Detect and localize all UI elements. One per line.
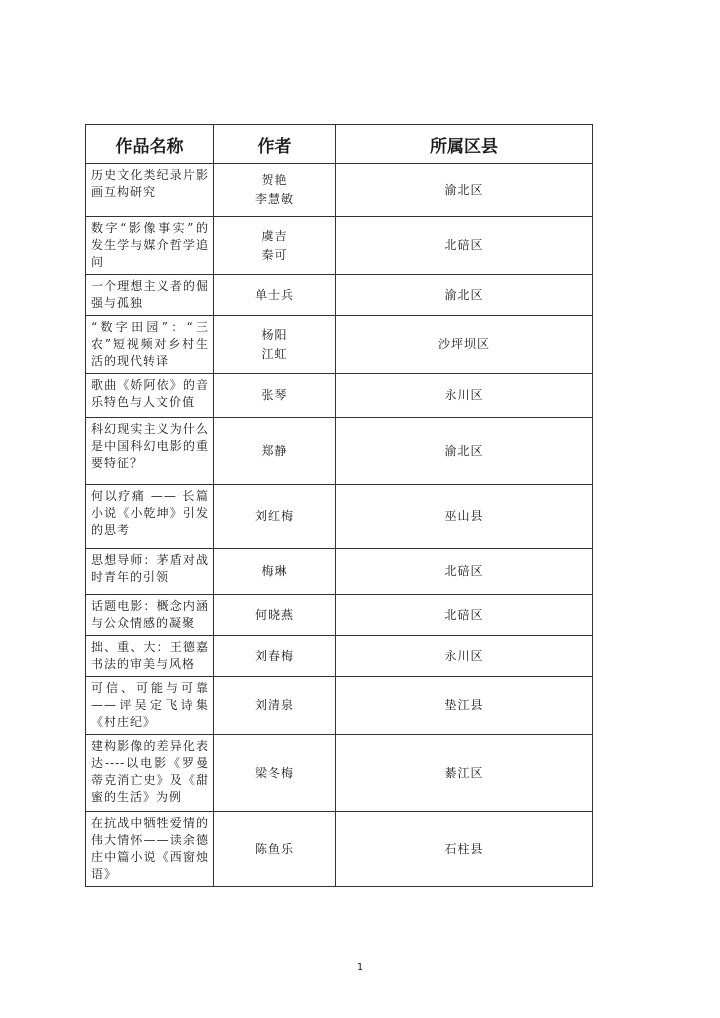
author-name: 刘春梅 [254, 648, 294, 663]
table-row [86, 595, 593, 636]
author-cell [214, 217, 336, 275]
author-name: 梅琳 [261, 564, 288, 578]
author-name: 张琴 [261, 388, 288, 402]
district-cell: 北碚区 [336, 549, 593, 595]
table-row [86, 164, 593, 217]
table-row [86, 275, 593, 316]
district-cell: 渝北区 [336, 275, 593, 316]
author-name: 梁冬梅 [254, 765, 294, 780]
table-body [86, 164, 593, 887]
header-title: 作品名称 [86, 125, 214, 164]
author-cell [214, 275, 336, 316]
table-row [86, 374, 593, 418]
table-row [86, 549, 593, 595]
author-cell [214, 549, 336, 595]
author-cell [214, 316, 336, 374]
district-cell: 石柱县 [336, 812, 593, 887]
author-name: 杨阳 [261, 327, 288, 342]
work-title-cell: “数字田园”：“三农”短视频对乡村生活的现代转译 [86, 316, 214, 374]
district-cell: 巫山县 [336, 485, 593, 549]
table-row [86, 812, 593, 887]
work-title-cell: 在抗战中牺牲爱情的伟大情怀——读余德庄中篇小说《西窗烛语》 [86, 812, 214, 887]
author-name: 陈鱼乐 [254, 841, 294, 856]
district-cell: 渝北区 [336, 164, 593, 217]
author-name: 刘红梅 [254, 509, 294, 523]
table-row [86, 677, 593, 735]
work-title-cell: 数字“影像事实”的发生学与媒介哲学追问 [86, 217, 214, 275]
author-cell [214, 595, 336, 636]
author-cell [214, 735, 336, 812]
author-name: 李慧敏 [254, 192, 294, 206]
header-district: 所属区县 [336, 125, 593, 164]
work-title-cell: 建构影像的差异化表达----以电影《罗曼蒂克消亡史》及《甜蜜的生活》为例 [86, 735, 214, 812]
author-name: 何晓燕 [254, 607, 294, 622]
author-cell [214, 677, 336, 735]
table-header-row [86, 125, 593, 164]
author-name: 江虹 [261, 346, 288, 361]
district-cell: 永川区 [336, 636, 593, 677]
district-cell: 綦江区 [336, 735, 593, 812]
author-cell [214, 636, 336, 677]
author-name: 单士兵 [254, 287, 294, 302]
table-row [86, 316, 593, 374]
district-cell: 渝北区 [336, 418, 593, 485]
work-title-cell: 何以疗痛 —— 长篇小说《小乾坤》引发的思考 [86, 485, 214, 549]
header-author: 作者 [214, 125, 336, 164]
author-cell [214, 812, 336, 887]
author-cell [214, 485, 336, 549]
author-cell [214, 418, 336, 485]
work-title-cell: 科幻现实主义为什么是中国科幻电影的重要特征？ [86, 418, 214, 485]
district-cell: 永川区 [336, 374, 593, 418]
work-title-cell: 话题电影：概念内涵与公众情感的凝聚 [86, 595, 214, 636]
author-cell [214, 374, 336, 418]
table-row [86, 636, 593, 677]
district-cell: 北碚区 [336, 217, 593, 275]
work-title-cell: 历史文化类纪录片影画互构研究 [86, 164, 214, 217]
district-cell: 北碚区 [336, 595, 593, 636]
author-name: 刘清泉 [254, 698, 294, 712]
table-row [86, 418, 593, 485]
work-title-cell: 一个理想主义者的倔强与孤独 [86, 275, 214, 316]
works-table [85, 124, 593, 887]
district-cell: 沙坪坝区 [336, 316, 593, 374]
author-name: 秦可 [261, 247, 288, 262]
work-title-cell: 拙、重、大：王德嘉书法的审美与风格 [86, 636, 214, 677]
author-name: 虞吉 [261, 228, 288, 243]
author-name: 郑静 [261, 443, 288, 458]
table-row [86, 217, 593, 275]
district-cell: 垫江县 [336, 677, 593, 735]
work-title-cell: 可信、可能与可靠——评吴定飞诗集《村庄纪》 [86, 677, 214, 735]
table-row [86, 485, 593, 549]
author-cell [214, 164, 336, 217]
work-title-cell: 思想导师：茅盾对战时青年的引领 [86, 549, 214, 595]
work-title-cell: 歌曲《娇阿依》的音乐特色与人文价值 [86, 374, 214, 418]
author-name: 贺艳 [261, 173, 288, 187]
table-row [86, 735, 593, 812]
page-number: 1 [356, 962, 364, 973]
